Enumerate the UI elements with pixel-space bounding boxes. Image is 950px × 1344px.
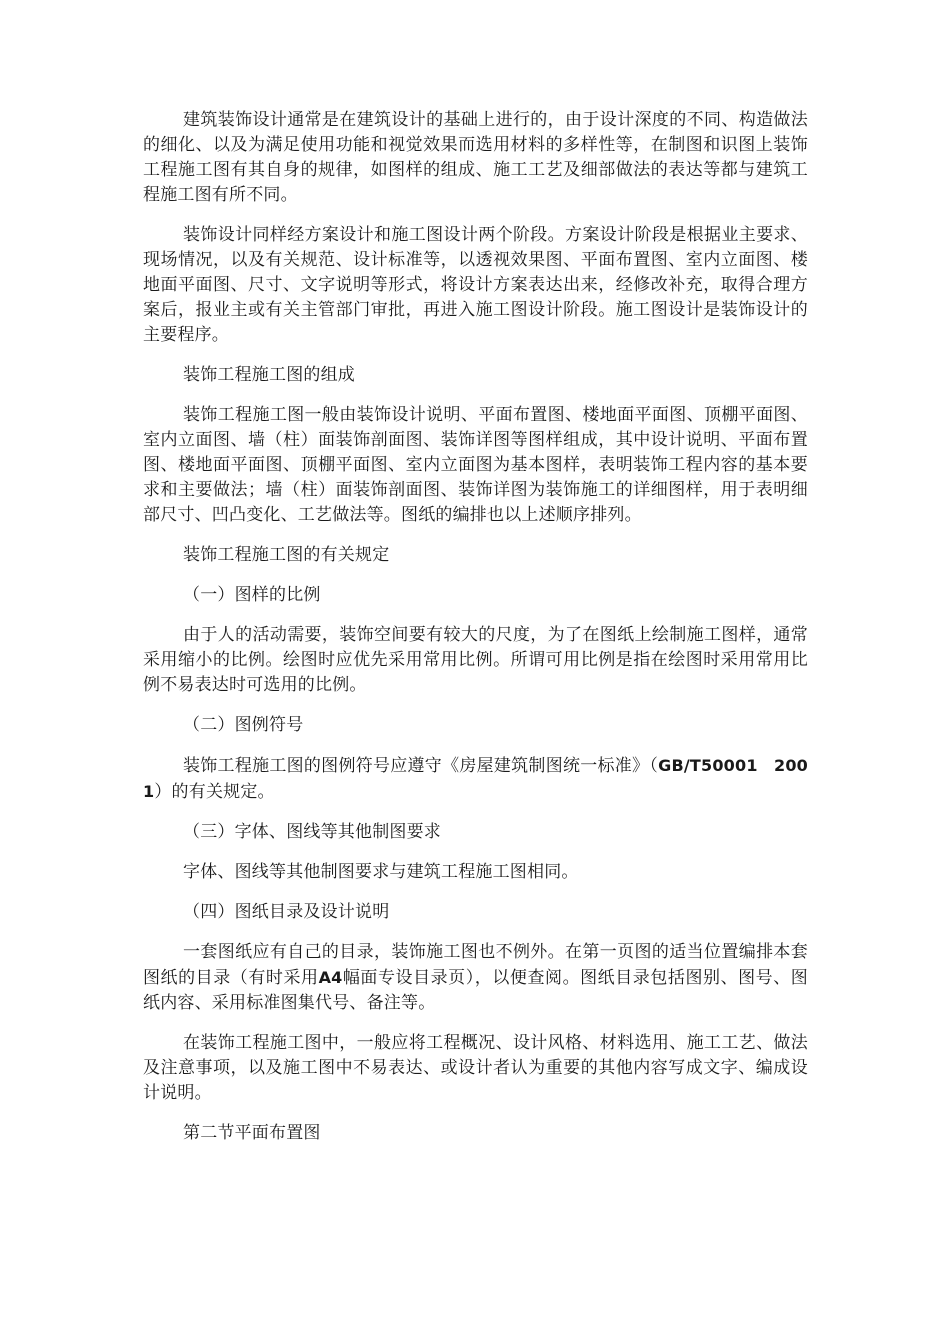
subheading-symbols: （二）图例符号 <box>183 715 304 735</box>
subheading-scale: （一）图样的比例 <box>183 585 321 605</box>
text-segment: 装饰工程施工图的图例符号应遵守《房屋建筑制图统一标准》（ <box>183 756 659 776</box>
paragraph-fonts-lines: 字体、图线等其他制图要求与建筑工程施工图相同。 <box>183 862 579 882</box>
subheading-fonts-lines: （三）字体、图线等其他制图要求 <box>183 822 441 842</box>
text-segment: 幅面专设目录页），以便查阅。图纸目录包括图别、图号、图纸内容、采用标准图集代号、备注等。 <box>143 968 808 1013</box>
paper-size-code: A4 <box>318 968 343 987</box>
paragraph-scale: 由于人的活动需要，装饰空间要有较大的尺度，为了在图纸上绘制施工图样，通常采用缩小的比例。绘图时应优先采用常用比例。所谓可用比例是指在绘图时采用常用比例不易表达时可选用的比例。 <box>143 625 808 695</box>
text-segment: 一套图纸应有自己的目录，装饰施工图也不例外。在第一页图的适当位置编排本套图纸的目录（有时采用 <box>143 942 808 988</box>
text-segment: ）的有关规定。 <box>154 782 275 802</box>
paragraph-intro: 建筑装饰设计通常是在建筑设计的基础上进行的，由于设计深度的不同、构造做法的细化、以及为满足使用功能和视觉效果而选用材料的多样性等，在制图和识图上装饰工程施工图有其自身的规律，如图样的组成、施工工艺及细部做法的表达等都与建筑工程施工图有所不同。 <box>143 110 808 205</box>
heading-composition: 装饰工程施工图的组成 <box>183 365 355 385</box>
standard-code: GB/T50001 2001 <box>143 756 809 801</box>
document-page <box>143 108 808 1146</box>
paragraph-design-stages: 装饰设计同样经方案设计和施工图设计两个阶段。方案设计阶段是根据业主要求、现场情况，以及有关规范、设计标准等，以透视效果图、平面布置图、室内立面图、楼地面平面图、尺寸、文字说明等形式，将设计方案表达出来，经修改补充，取得合理方案后，报业主或有关主管部门审批，再进入施工图设计阶段。施工图设计是装饰设计的主要程序。 <box>143 225 808 345</box>
section-title-plan: 第二节平面布置图 <box>183 1123 321 1143</box>
subheading-catalog: （四）图纸目录及设计说明 <box>183 902 390 922</box>
paragraph-design-notes: 在装饰工程施工图中，一般应将工程概况、设计风格、材料选用、施工工艺、做法及注意事项，以及施工图中不易表达、或设计者认为重要的其他内容写成文字、编成设计说明。 <box>143 1033 808 1103</box>
paragraph-catalog <box>143 940 808 1016</box>
paragraph-symbols <box>143 753 808 805</box>
heading-regulations: 装饰工程施工图的有关规定 <box>183 545 390 565</box>
paragraph-composition: 装饰工程施工图一般由装饰设计说明、平面布置图、楼地面平面图、顶棚平面图、室内立面图、墙（柱）面装饰剖面图、装饰详图等图样组成，其中设计说明、平面布置图、楼地面平面图、顶棚平面图、室内立面图为基本图样，表明装饰工程内容的基本要求和主要做法；墙（柱）面装饰剖面图、装饰详图为装饰施工的详细图样，用于表明细部尺寸、凹凸变化、工艺做法等。图纸的编排也以上述顺序排列。 <box>143 405 808 525</box>
